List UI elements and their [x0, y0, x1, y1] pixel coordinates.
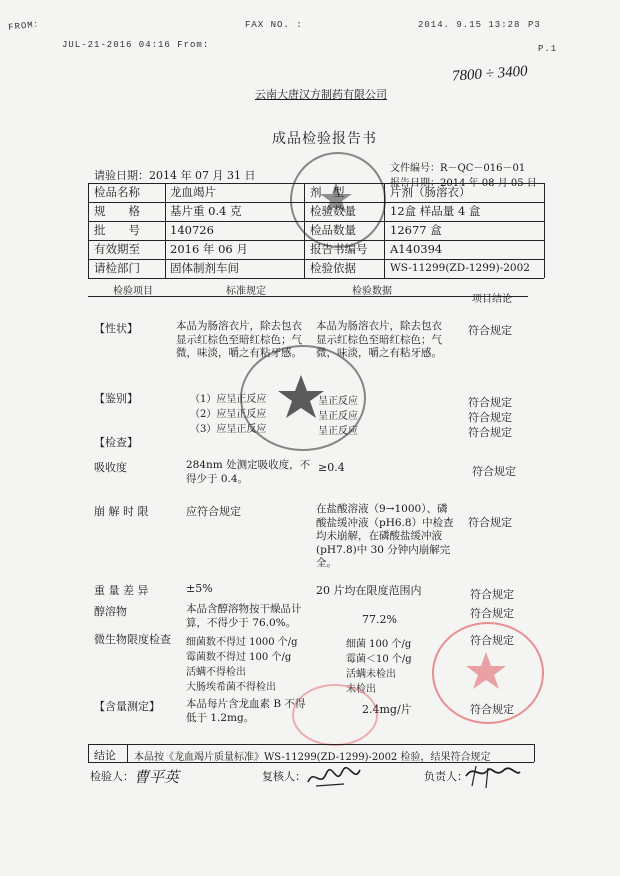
inspector-signature: 曹平英 — [134, 770, 180, 786]
red-seal-stamp-left — [292, 684, 378, 746]
file-number: 文件编号：R－QC－016－01 — [390, 163, 526, 174]
col-header-standard: 标准规定 — [226, 286, 266, 297]
fax-from-label: FROM： — [7, 19, 45, 33]
row-weight-result: 20 片均在限度范围内 — [316, 584, 422, 597]
company-name: 云南大唐汉方制药有限公司 — [255, 88, 387, 101]
info-label-department: 请检部门 — [94, 261, 140, 275]
report-date: 报告日期：2014 年 08 月 05 日 — [390, 178, 537, 189]
info-value-dosage: 片剂（肠溶衣） — [390, 185, 471, 199]
reviewer-label: 复核人： — [262, 770, 306, 783]
row-absorbance-standard: 284nm 处测定吸收度，不得少于 0.4。 — [186, 459, 311, 485]
conclusion-text: 本品按《龙血竭片质量标准》WS-11299(ZD-1299)-2002 检验，结果符合规定 — [134, 752, 491, 763]
row-dissolution-result: 77.2% — [362, 613, 397, 626]
row-traits-standard: 本品为肠溶衣片，除去包衣显示红棕色至暗红棕色；气微，味淡，嚼之有粘牙感。 — [176, 320, 302, 359]
fax-received-line: JUL-21-2016 04:16 From: — [62, 40, 210, 50]
red-seal-stamp-right — [432, 622, 544, 724]
row-identification-result-3: 呈正反应 — [318, 426, 358, 437]
info-value-inspect-qty: 12盒 样品量 4 盒 — [390, 204, 481, 218]
row-microbial-result-4: 未检出 — [346, 684, 376, 695]
row-dissolution-standard: 本品含醇溶物按干燥品计算，不得少于 76.0%。 — [186, 603, 302, 629]
row-inspection-item: 【检查】 — [94, 436, 138, 449]
row-microbial-result-3: 活螨未检出 — [346, 669, 396, 680]
info-value-batch: 140726 — [170, 223, 214, 237]
row-assay-item: 【含量测定】 — [94, 700, 160, 713]
row-microbial-item: 微生物限度检查 — [94, 633, 171, 646]
row-assay-standard: 本品每片含龙血素 B 不得低于 1.2mg。 — [186, 698, 306, 724]
info-value-department: 固体制剂车间 — [170, 261, 239, 275]
row-dissolution-conclusion: 符合规定 — [470, 607, 514, 620]
row-disintegration-item: 崩 解 时 限 — [94, 505, 149, 518]
row-microbial-standard-1: 细菌数不得过 1000 个/g — [186, 637, 298, 648]
row-absorbance-conclusion: 符合规定 — [472, 465, 516, 478]
row-identification-item: 【鉴别】 — [94, 392, 138, 405]
info-label-spec: 规 格 — [94, 204, 140, 218]
row-microbial-conclusion: 符合规定 — [470, 634, 514, 647]
info-label-batch: 批 号 — [94, 223, 140, 237]
info-value-product: 龙血竭片 — [170, 185, 216, 199]
reviewer-signature-scribble — [304, 762, 364, 792]
row-weight-standard: ±5% — [186, 582, 213, 595]
row-identification-standard-1: （1）应呈正反应 — [190, 394, 267, 405]
conclusion-top-rule — [88, 744, 534, 745]
info-label-basis: 检验依据 — [310, 261, 356, 275]
info-value-sample-qty: 12677 盒 — [390, 223, 442, 237]
row-microbial-standard-2: 霉菌数不得过 100 个/g — [186, 652, 292, 663]
row-identification-result-2: 呈正反应 — [318, 411, 358, 422]
info-value-expiry: 2016 年 06 月 — [170, 242, 248, 256]
row-traits-conclusion: 符合规定 — [468, 324, 512, 337]
row-disintegration-standard: 应符合规定 — [186, 505, 241, 518]
conclusion-label: 结论 — [94, 749, 116, 762]
row-microbial-standard-4: 大肠埃希菌不得检出 — [186, 682, 276, 693]
info-value-report-no: A140394 — [390, 242, 443, 256]
fax-page-number: P3 — [528, 20, 541, 30]
row-microbial-result-2: 霉菌＜10 个/g — [346, 654, 412, 665]
row-traits-result: 本品为肠溶衣片，除去包衣显示红棕色至暗红棕色；气微，味淡，嚼之有粘牙感。 — [316, 320, 442, 359]
row-identification-standard-2: （2）应呈正反应 — [190, 409, 267, 420]
responsible-signature-scribble — [462, 760, 524, 792]
info-label-inspect-qty: 检验数量 — [310, 204, 356, 218]
row-identification-conclusion-1: 符合规定 — [468, 396, 512, 409]
request-date: 请验日期：2014 年 07 月 31 日 — [94, 169, 256, 182]
row-identification-result-1: 呈正反应 — [318, 396, 358, 407]
row-absorbance-item: 吸收度 — [94, 461, 127, 474]
report-title: 成品检验报告书 — [272, 131, 377, 147]
handwritten-price: 7800 ÷ 3400 — [451, 63, 529, 85]
results-header-rule — [88, 296, 528, 297]
info-label-report-no: 报告书编号 — [310, 242, 368, 256]
info-label-product: 检品名称 — [94, 185, 140, 199]
info-value-basis: WS-11299(ZD-1299)-2002 — [390, 262, 530, 274]
row-identification-conclusion-3: 符合规定 — [468, 426, 512, 439]
responsible-label: 负责人： — [424, 770, 468, 783]
info-label-dosage: 剂 型 — [310, 185, 345, 199]
info-label-expiry: 有效期至 — [94, 242, 140, 256]
row-microbial-result-1: 细菌 100 个/g — [346, 639, 412, 650]
row-identification-conclusion-2: 符合规定 — [468, 411, 512, 424]
col-header-result: 检验数据 — [352, 286, 392, 297]
inspector-label: 检验人： — [90, 770, 134, 783]
row-weight-conclusion: 符合规定 — [470, 588, 514, 601]
row-disintegration-result: 在盐酸溶液（9→1000）、磷酸盐缓冲液（pH6.8）中检查均未崩解，在磷酸盐缓冲液(pH7.8)中 30 分钟内崩解完全。 — [316, 503, 454, 569]
info-label-sample-qty: 检品数量 — [310, 223, 356, 237]
fax-page-label: P.1 — [538, 44, 558, 54]
row-traits-item: 【性状】 — [94, 322, 138, 335]
info-value-spec: 基片重 0.4 克 — [170, 204, 242, 218]
row-assay-result: 2.4mg/片 — [362, 703, 412, 716]
row-microbial-standard-3: 活螨不得检出 — [186, 667, 246, 678]
row-disintegration-conclusion: 符合规定 — [468, 516, 512, 529]
row-identification-standard-3: （3）应呈正反应 — [190, 424, 267, 435]
fax-datetime: 2014. 9.15 13:28 — [418, 20, 521, 30]
row-dissolution-item: 醇溶物 — [94, 605, 127, 618]
row-absorbance-result: ≥0.4 — [318, 461, 345, 474]
col-header-item: 检验项目 — [113, 286, 153, 297]
col-header-conclusion: 项目结论 — [472, 294, 512, 305]
row-assay-conclusion: 符合规定 — [470, 703, 514, 716]
fax-number-label: FAX NO. : — [245, 20, 303, 30]
red-seal-star-icon — [432, 622, 540, 720]
row-weight-item: 重 量 差 异 — [94, 584, 149, 597]
